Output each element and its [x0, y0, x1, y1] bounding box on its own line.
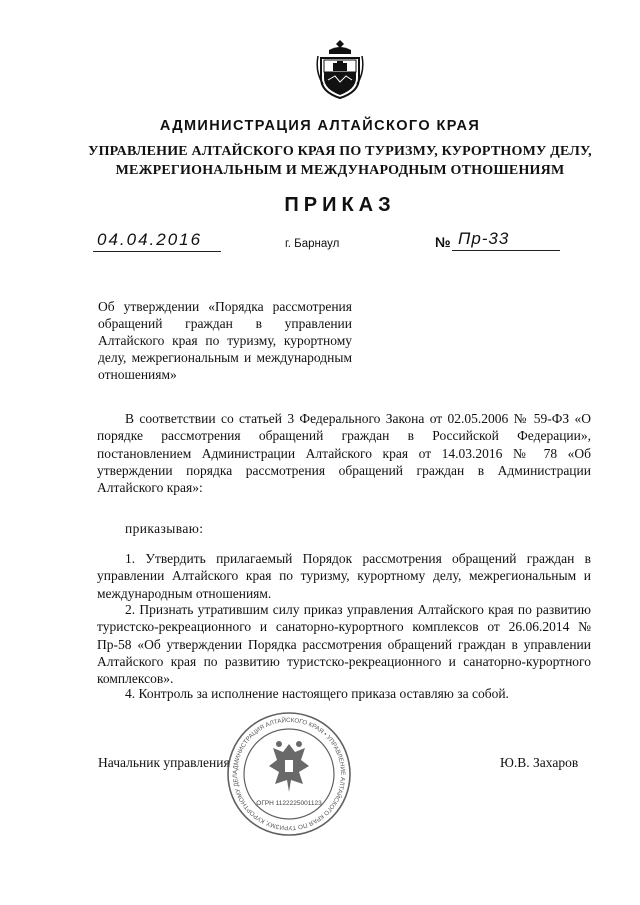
legal-basis-paragraph: В соответствии со статьей 3 Федерального Закона от 02.05.2006 № 59-ФЗ «О порядке рассмотрения обращений граждан в Российской Федерации», постановлением Администрации Алтайского края от 14.03.2016 № 78 «Об утверждении порядка рассмотрения обращений граждан в Администрации Алтайского края»:: [97, 411, 591, 496]
city-label: г. Барнаул: [285, 238, 340, 250]
coat-of-arms-emblem: [315, 38, 365, 100]
signer-position: Начальник управления: [98, 755, 230, 770]
order-item-4: 4. Контроль за исполнение настоящего приказа оставляю за собой.: [125, 686, 509, 701]
order-item-1: 1. Утвердить прилагаемый Порядок рассмотрения обращений граждан в управлении Алтайского края по туризму, курортному делу, межрегиональным и международным отношениям.: [97, 551, 591, 601]
signer-name: Ю.В. Захаров: [500, 755, 579, 770]
official-seal-stamp: [225, 710, 353, 838]
department-name-line2: МЕЖРЕГИОНАЛЬНЫМ И МЕЖДУНАРОДНЫМ ОТНОШЕНИЯМ: [115, 163, 565, 178]
document-type-title: ПРИКАЗ: [284, 194, 396, 216]
orders-word: приказываю:: [125, 521, 204, 536]
agency-name: АДМИНИСТРАЦИЯ АЛТАЙСКОГО КРАЯ: [159, 118, 481, 134]
order-subject: Об утверждении «Порядка рассмотрения обращений граждан в управлении Алтайского края по туризму, курортному делу, межрегиональным и международным отношениям»: [98, 299, 352, 383]
order-item-2: 2. Признать утратившим силу приказ управления Алтайского края по развитию туристско-рекреационного и санаторно-курортного комплексов от 26.06.2014 № Пр-58 «Об утверждении Порядка рассмотрения обращений граждан в управлении Алтайского края по развитию туристско-рекреационного и санаторно-курортного комплексов».: [97, 602, 591, 687]
handwritten-date: 04.04.2016: [93, 229, 221, 252]
department-name-line1: УПРАВЛЕНИЕ АЛТАЙСКОГО КРАЯ ПО ТУРИЗМУ, КУРОРТНОМУ ДЕЛУ,: [88, 144, 592, 159]
seal-ring-text: АДМИНИСТРАЦИЯ АЛТАЙСКОГО КРАЯ • УПРАВЛЕНИЕ АЛТАЙСКОГО КРАЯ ПО ТУРИЗМУ, КУРОРТНОМУ ДЕЛ: [231, 716, 347, 832]
handwritten-order-number: Пр-33: [452, 228, 560, 251]
seal-ogrn: ОГРН 1122225001123: [256, 800, 322, 807]
number-label: №: [435, 234, 451, 250]
